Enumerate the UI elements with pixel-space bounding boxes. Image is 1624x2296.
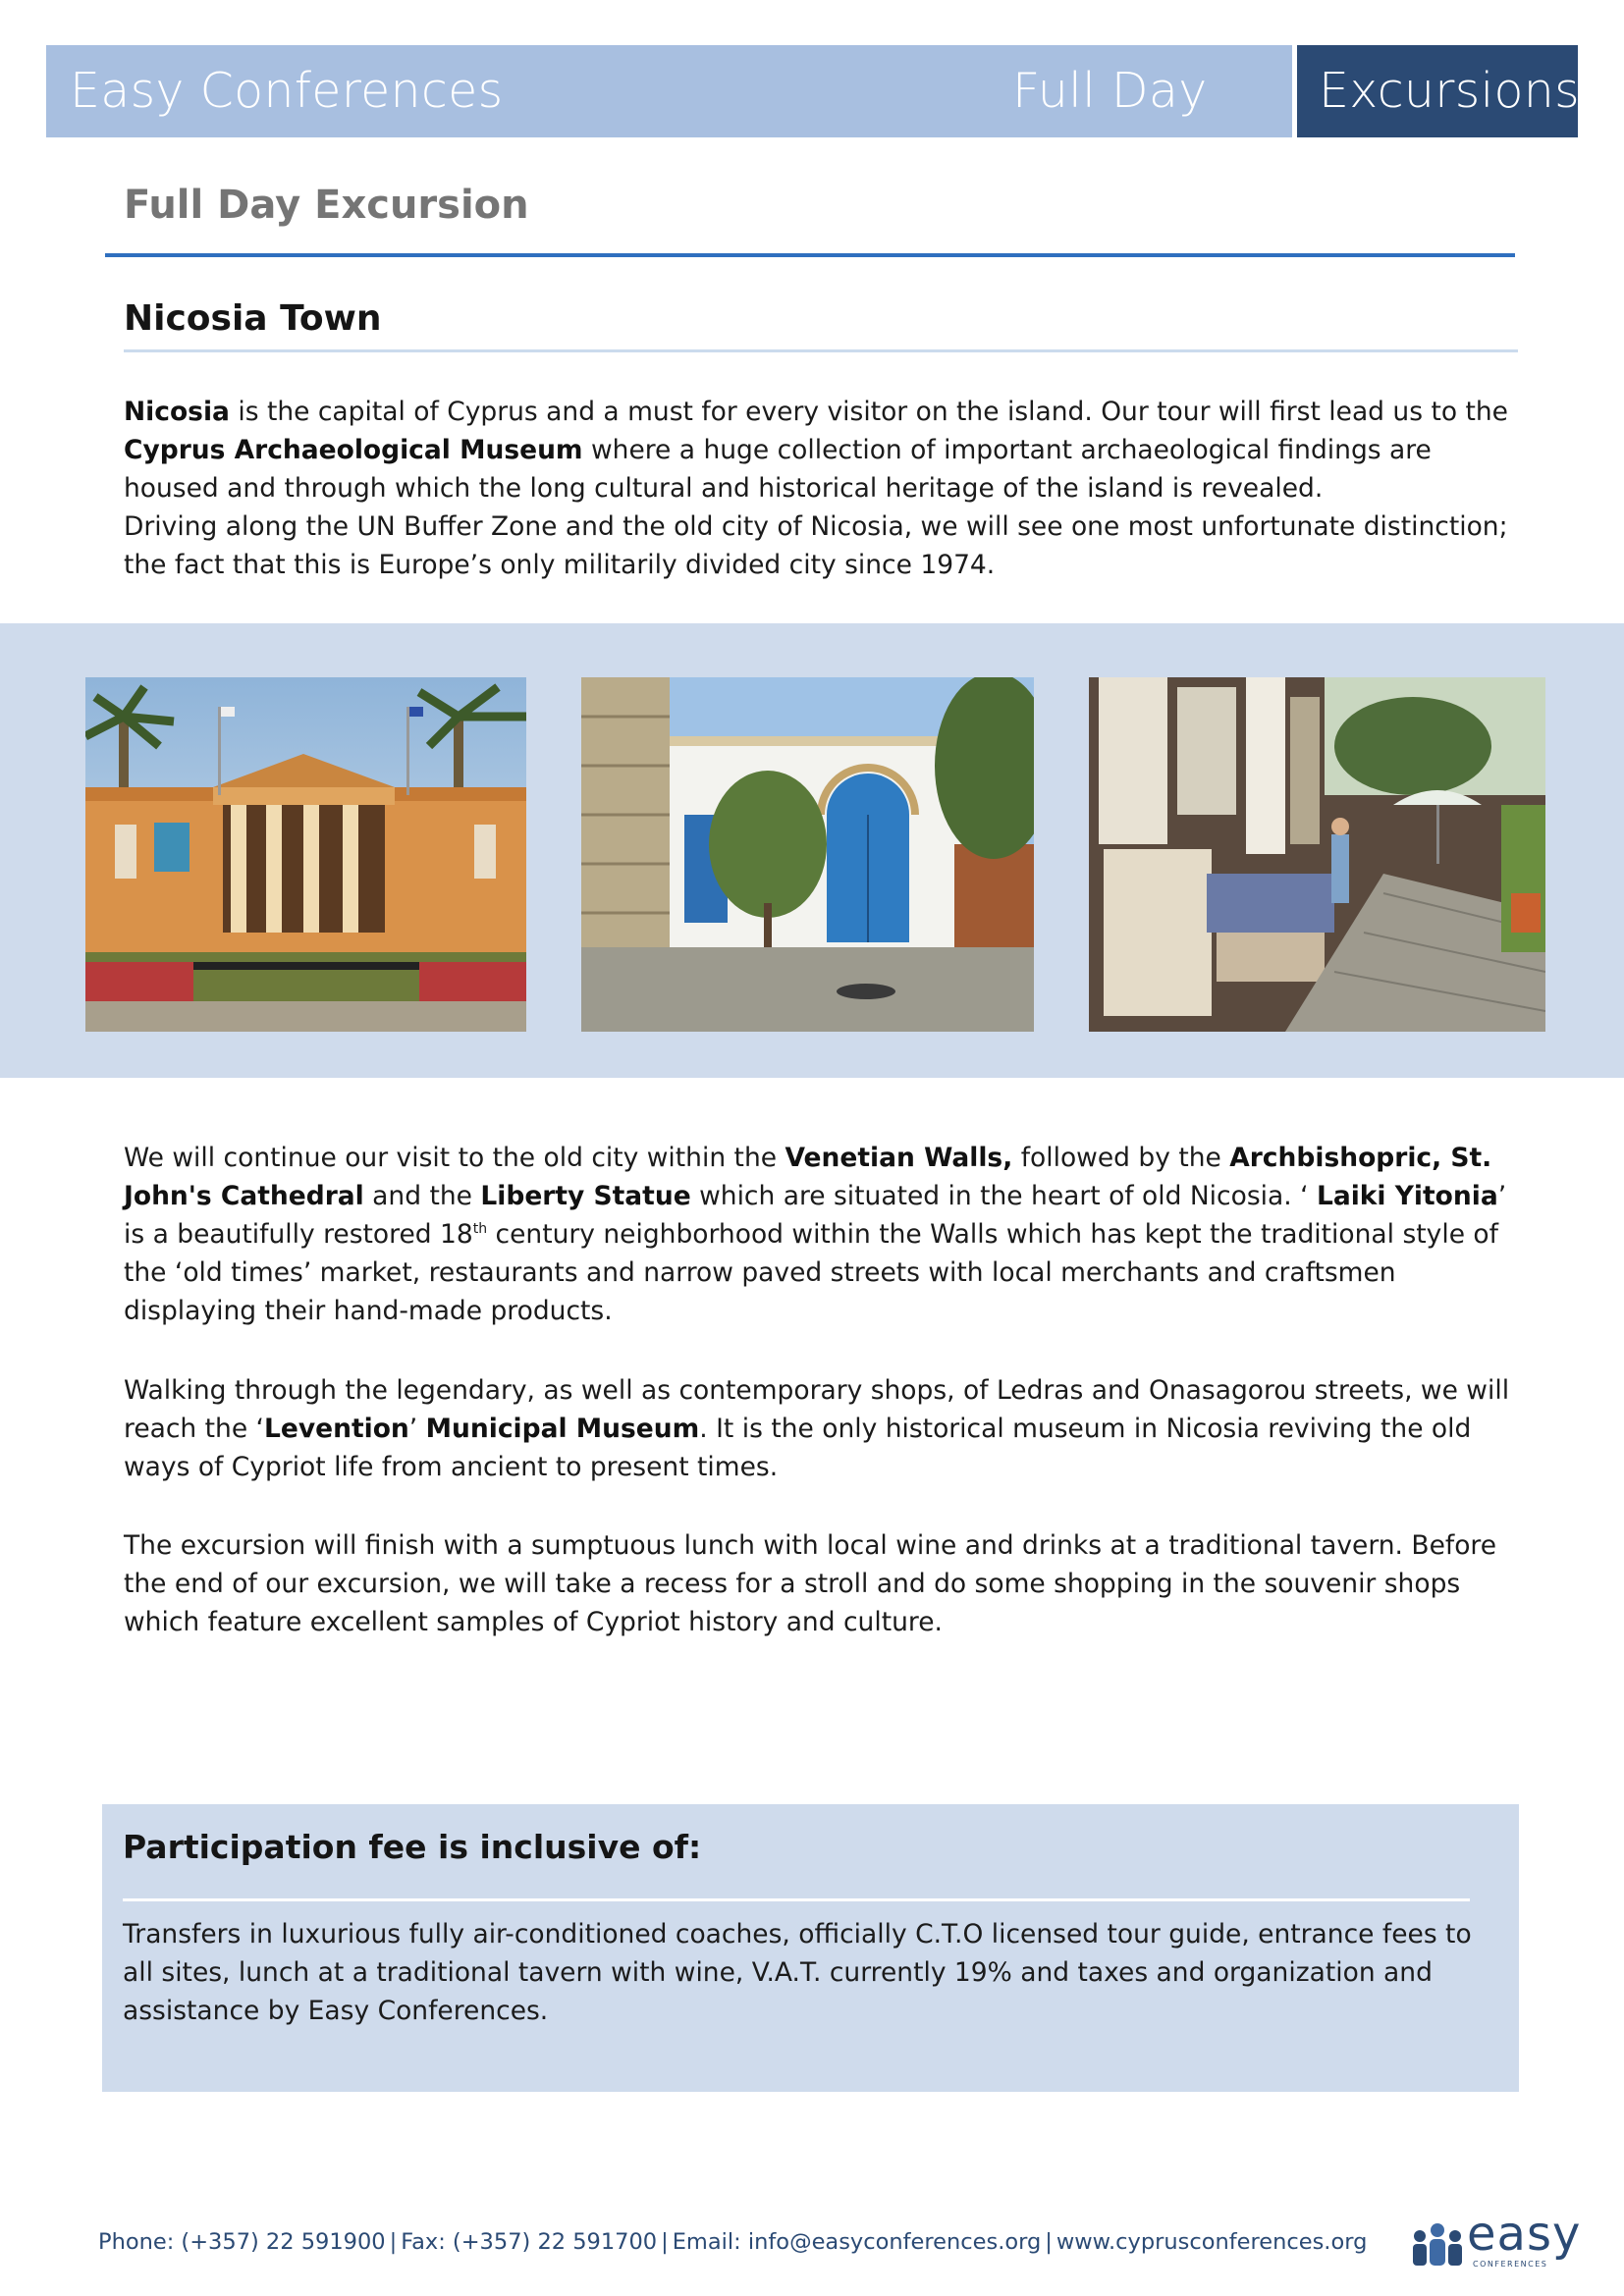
page-title: Full Day Excursion [124,183,529,228]
footer-separator: | [1045,2229,1053,2255]
p3-text-c: ’ [408,1414,426,1444]
p2-text-i: ’ is a beautifully restored 18 [124,1181,1507,1250]
intro-bold-nicosia: Nicosia [124,397,230,427]
footer-email[interactable]: Email: info@easyconferences.org [672,2229,1042,2255]
paragraph-lunch [124,1526,1518,1641]
footer-fax: Fax: (+357) 22 591700 [401,2229,658,2255]
p3-text-a: Walking through the legendary, as well as contemporary shops, of Ledras and Onasagorou streets, we will reach the ‘ [124,1375,1510,1444]
p2-bold-walls: Venetian Walls, [785,1143,1013,1173]
easy-conferences-logo [1410,2207,1582,2271]
intro-text-3: Driving along the UN Buffer Zone and the old city of Nicosia, we will see one most unfortunate distinction; the fact that this is Europe’s only militarily divided city since 1974. [124,511,1508,580]
p3-bold-levention: Levention [263,1414,409,1444]
paragraph-levention [124,1371,1518,1486]
footer-separator: | [389,2229,398,2255]
p2-text-a: We will continue our visit to the old city within the [124,1143,785,1173]
p2-text-g: which are situated in the heart of old Nicosia. ‘ [690,1181,1317,1211]
fee-divider [123,1898,1470,1901]
p2-bold-archbishopric: Archbishopric, St. John's Cathedral [124,1143,1492,1211]
p2-text-j: century neighborhood within the Walls which has kept the traditional style of the ‘old times’ market, restaurants and narrow paved streets with local merchants and craftsmen displaying their hand-made products. [124,1219,1498,1326]
p4-text: The excursion will finish with a sumptuous lunch with local wine and drinks at a traditional tavern. Before the end of our excursion, we will take a recess for a stroll and do some shopping in the souvenir shops which feature excellent samples of Cypriot history and culture. [124,1530,1497,1637]
p3-bold-museum: Municipal Museum [425,1414,700,1444]
p3-text-e: . It is the only historical museum in Nicosia reviving the old ways of Cypriot life from ancient to present times. [124,1414,1472,1482]
header-bar [46,45,1292,137]
photo-band [0,623,1624,1078]
p2-bold-laiki: Laiki Yitonia [1316,1181,1498,1211]
header-category: Excursions [1319,63,1580,119]
paragraph-old-city [124,1139,1518,1330]
section-divider [124,349,1518,352]
header-brand: Easy Conferences [70,63,504,119]
intro-text-2: where a huge collection of important archaeological findings are housed and through which the long cultural and historical heritage of the island is revealed. [124,435,1432,504]
intro-text-1: is the capital of Cyprus and a must for every visitor on the island. Our tour will first lead us to the [229,397,1508,427]
footer-separator: | [661,2229,669,2255]
footer-website[interactable]: www.cyprusconferences.org [1056,2229,1368,2255]
p2-sup: th [472,1221,488,1238]
fee-text: Transfers in luxurious fully air-conditioned coaches, officially C.T.O licensed tour guide, entrance fees to all sites, lunch at a traditional tavern with wine, V.A.T. currently 19% and taxes and organization and assistance by Easy Conferences. [123,1919,1472,2026]
intro-paragraph [124,393,1518,584]
title-divider [105,253,1515,257]
section-title: Nicosia Town [124,298,382,339]
footer-phone: Phone: (+357) 22 591900 [98,2229,386,2255]
museum-photo [85,677,526,1032]
fee-title: Participation fee is inclusive of: [123,1828,702,1866]
blue-door-photo [581,677,1034,1032]
intro-bold-museum: Cyprus Archaeological Museum [124,435,583,465]
header-section: Full Day [1012,63,1208,119]
p2-text-e: and the [363,1181,481,1211]
p2-bold-liberty: Liberty Statue [480,1181,691,1211]
p2-text-c: followed by the [1012,1143,1230,1173]
laiki-yitonia-photo [1089,677,1545,1032]
fee-box [102,1804,1519,2092]
people-icon [1410,2222,1465,2268]
logo-tagline: CONFERENCES [1473,2260,1548,2269]
header-category-box [1297,45,1578,137]
logo-word: easy [1467,2207,1582,2262]
footer-contact [98,2229,1367,2255]
